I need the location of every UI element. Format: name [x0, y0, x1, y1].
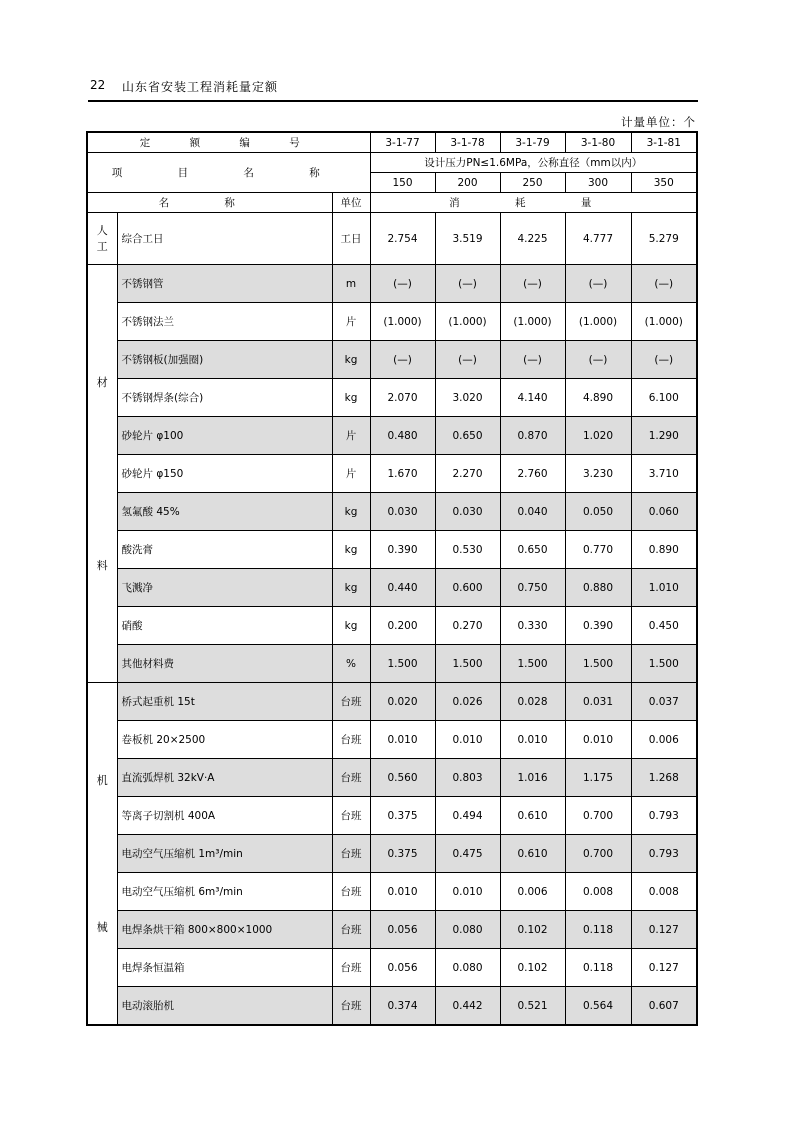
item-value: 0.006	[500, 873, 565, 911]
item-name: 其他材料费	[117, 645, 332, 683]
item-value: 0.750	[500, 569, 565, 607]
quota-code-row	[87, 132, 697, 153]
item-value: 0.008	[631, 873, 697, 911]
item-unit: 台班	[332, 987, 370, 1026]
item-name: 不锈钢板(加强圈)	[117, 341, 332, 379]
item-value: 0.010	[370, 873, 435, 911]
item-name: 电动滚胎机	[117, 987, 332, 1026]
machine-row	[87, 835, 697, 873]
item-value: 0.102	[500, 949, 565, 987]
item-unit: 台班	[332, 759, 370, 797]
item-value: (1.000)	[565, 303, 631, 341]
item-unit: %	[332, 645, 370, 683]
item-value: 0.770	[565, 531, 631, 569]
category-labor	[87, 213, 117, 265]
item-name: 综合工日	[117, 213, 332, 265]
item-value: 0.600	[435, 569, 500, 607]
item-value: 0.060	[631, 493, 697, 531]
item-value: 0.440	[370, 569, 435, 607]
item-value: (—)	[565, 341, 631, 379]
quota-code-label: 定 额 编 号	[87, 132, 370, 153]
item-value: 0.442	[435, 987, 500, 1026]
material-row	[87, 455, 697, 493]
item-value: (—)	[500, 341, 565, 379]
quota-code: 3-1-79	[500, 132, 565, 153]
item-name: 不锈钢法兰	[117, 303, 332, 341]
item-unit: kg	[332, 531, 370, 569]
item-value: 0.880	[565, 569, 631, 607]
material-row	[87, 645, 697, 683]
machine-row	[87, 949, 697, 987]
item-unit: kg	[332, 607, 370, 645]
item-value: 0.270	[435, 607, 500, 645]
material-row	[87, 379, 697, 417]
category-material-labels	[90, 290, 115, 657]
category-material-label-top: 材	[96, 375, 108, 389]
item-unit: 台班	[332, 683, 370, 721]
item-name: 不锈钢焊条(综合)	[117, 379, 332, 417]
item-value: 0.560	[370, 759, 435, 797]
item-value: 4.140	[500, 379, 565, 417]
item-value: 0.026	[435, 683, 500, 721]
item-value: 1.175	[565, 759, 631, 797]
item-value: 0.050	[565, 493, 631, 531]
item-name: 电焊条恒温箱	[117, 949, 332, 987]
item-value: 0.056	[370, 949, 435, 987]
quota-code: 3-1-80	[565, 132, 631, 153]
category-material	[87, 265, 117, 683]
item-value: 1.268	[631, 759, 697, 797]
machine-row	[87, 721, 697, 759]
item-value: 0.080	[435, 911, 500, 949]
item-name: 飞溅净	[117, 569, 332, 607]
labor-row	[87, 213, 697, 265]
item-unit: 台班	[332, 835, 370, 873]
item-name: 砂轮片 φ150	[117, 455, 332, 493]
quota-code: 3-1-77	[370, 132, 435, 153]
quota-table	[86, 131, 698, 1026]
category-machine-label-top: 机	[96, 774, 108, 788]
item-value: 0.118	[565, 949, 631, 987]
item-value: (1.000)	[370, 303, 435, 341]
material-row	[87, 569, 697, 607]
item-unit: 片	[332, 417, 370, 455]
item-value: 3.710	[631, 455, 697, 493]
item-name: 卷板机 20×2500	[117, 721, 332, 759]
header-rule	[88, 100, 698, 102]
page-header	[88, 74, 698, 102]
material-row	[87, 341, 697, 379]
item-unit: 台班	[332, 721, 370, 759]
category-machine	[87, 683, 117, 1026]
material-row	[87, 493, 697, 531]
item-value: 0.494	[435, 797, 500, 835]
item-value: 0.475	[435, 835, 500, 873]
item-value: 0.127	[631, 949, 697, 987]
item-value: 0.650	[435, 417, 500, 455]
item-value: 0.008	[565, 873, 631, 911]
item-value: 0.390	[370, 531, 435, 569]
column-header-row	[87, 193, 697, 213]
item-value: 0.010	[435, 873, 500, 911]
item-value: 0.793	[631, 835, 697, 873]
item-value: 0.010	[500, 721, 565, 759]
item-value: 0.010	[370, 721, 435, 759]
item-value: 0.450	[631, 607, 697, 645]
item-value: 0.127	[631, 911, 697, 949]
diameter-value: 250	[500, 173, 565, 193]
quota-code: 3-1-78	[435, 132, 500, 153]
item-value: 1.016	[500, 759, 565, 797]
category-machine-label-bottom: 械	[96, 920, 108, 934]
material-row	[87, 531, 697, 569]
item-value: 6.100	[631, 379, 697, 417]
item-value: 1.020	[565, 417, 631, 455]
item-value: 1.500	[370, 645, 435, 683]
item-value: 2.270	[435, 455, 500, 493]
diameter-value: 300	[565, 173, 631, 193]
book-title: 山东省安装工程消耗量定额	[122, 80, 279, 94]
item-value: (—)	[631, 265, 697, 303]
item-value: 0.803	[435, 759, 500, 797]
diameter-value: 350	[631, 173, 697, 193]
item-value: (1.000)	[631, 303, 697, 341]
item-name: 电动空气压缩机 1m³/min	[117, 835, 332, 873]
consumption-label: 消 耗 量	[370, 193, 697, 213]
diameter-value: 200	[435, 173, 500, 193]
item-value: (—)	[500, 265, 565, 303]
item-unit: 台班	[332, 911, 370, 949]
item-value: 0.610	[500, 835, 565, 873]
item-value: 3.230	[565, 455, 631, 493]
item-value: 0.102	[500, 911, 565, 949]
item-value: 2.760	[500, 455, 565, 493]
category-material-label-bottom: 料	[96, 559, 108, 573]
quota-code: 3-1-81	[631, 132, 697, 153]
item-value: 0.375	[370, 797, 435, 835]
machine-row	[87, 873, 697, 911]
item-value: 0.118	[565, 911, 631, 949]
item-value: 0.056	[370, 911, 435, 949]
item-value: 0.020	[370, 683, 435, 721]
item-name: 电动空气压缩机 6m³/min	[117, 873, 332, 911]
category-machine-labels	[90, 707, 115, 1000]
item-value: 0.080	[435, 949, 500, 987]
item-value: 0.330	[500, 607, 565, 645]
item-value: 0.530	[435, 531, 500, 569]
item-unit: 工日	[332, 213, 370, 265]
item-name: 硝酸	[117, 607, 332, 645]
item-value: 0.650	[500, 531, 565, 569]
page-number: 22	[90, 78, 106, 92]
item-value: 0.610	[500, 797, 565, 835]
col-name-label: 名 称	[87, 193, 332, 213]
item-value: 3.519	[435, 213, 500, 265]
item-unit: 台班	[332, 873, 370, 911]
item-value: 0.030	[435, 493, 500, 531]
item-value: 1.500	[565, 645, 631, 683]
item-value: 4.225	[500, 213, 565, 265]
item-value: 4.777	[565, 213, 631, 265]
item-value: 0.031	[565, 683, 631, 721]
item-value: 0.870	[500, 417, 565, 455]
item-unit: 片	[332, 303, 370, 341]
item-value: 0.037	[631, 683, 697, 721]
item-value: (1.000)	[500, 303, 565, 341]
item-value: 0.374	[370, 987, 435, 1026]
item-unit: 台班	[332, 949, 370, 987]
item-value: 0.006	[631, 721, 697, 759]
material-row	[87, 303, 697, 341]
item-value: 1.500	[435, 645, 500, 683]
item-name: 氢氟酸 45%	[117, 493, 332, 531]
item-value: (—)	[370, 341, 435, 379]
machine-row	[87, 911, 697, 949]
item-unit: kg	[332, 569, 370, 607]
item-name: 桥式起重机 15t	[117, 683, 332, 721]
item-unit: kg	[332, 379, 370, 417]
item-value: 5.279	[631, 213, 697, 265]
item-value: 0.028	[500, 683, 565, 721]
item-value: 1.290	[631, 417, 697, 455]
item-value: 4.890	[565, 379, 631, 417]
item-value: 0.390	[565, 607, 631, 645]
item-name: 砂轮片 φ100	[117, 417, 332, 455]
item-value: (—)	[565, 265, 631, 303]
item-name: 电焊条烘干箱 800×800×1000	[117, 911, 332, 949]
item-value: 0.521	[500, 987, 565, 1026]
item-value: (—)	[370, 265, 435, 303]
material-row	[87, 417, 697, 455]
item-unit: kg	[332, 341, 370, 379]
item-value: (—)	[435, 265, 500, 303]
item-value: 0.375	[370, 835, 435, 873]
material-row	[87, 607, 697, 645]
item-unit: m	[332, 265, 370, 303]
col-unit-label: 单位	[332, 193, 370, 213]
item-value: 1.010	[631, 569, 697, 607]
item-unit: kg	[332, 493, 370, 531]
item-name: 酸洗膏	[117, 531, 332, 569]
item-value: 0.700	[565, 835, 631, 873]
item-value: 0.010	[435, 721, 500, 759]
item-value: 1.500	[500, 645, 565, 683]
machine-row	[87, 759, 697, 797]
item-value: 0.030	[370, 493, 435, 531]
machine-row	[87, 683, 697, 721]
item-value: 0.200	[370, 607, 435, 645]
spec-label: 设计压力PN≤1.6MPa，公称直径（mm以内）	[370, 153, 697, 173]
machine-row	[87, 797, 697, 835]
diameter-value: 150	[370, 173, 435, 193]
item-value: 0.890	[631, 531, 697, 569]
item-value: 1.670	[370, 455, 435, 493]
item-value: 0.564	[565, 987, 631, 1026]
machine-row	[87, 987, 697, 1026]
item-unit: 台班	[332, 797, 370, 835]
item-value: (1.000)	[435, 303, 500, 341]
item-value: 0.607	[631, 987, 697, 1026]
item-value: 3.020	[435, 379, 500, 417]
spec-row	[87, 153, 697, 173]
item-value: 0.793	[631, 797, 697, 835]
project-name-label: 项 目 名 称	[87, 153, 370, 193]
item-value: (—)	[631, 341, 697, 379]
item-value: 2.754	[370, 213, 435, 265]
category-labor-label: 人工	[96, 223, 108, 253]
item-value: 1.500	[631, 645, 697, 683]
unit-note: 计量单位：个	[621, 115, 696, 129]
item-unit: 片	[332, 455, 370, 493]
item-value: 0.040	[500, 493, 565, 531]
item-name: 直流弧焊机 32kV·A	[117, 759, 332, 797]
item-value: 0.010	[565, 721, 631, 759]
item-value: 0.480	[370, 417, 435, 455]
item-name: 等离子切割机 400A	[117, 797, 332, 835]
item-value: 0.700	[565, 797, 631, 835]
item-value: (—)	[435, 341, 500, 379]
item-value: 2.070	[370, 379, 435, 417]
item-name: 不锈钢管	[117, 265, 332, 303]
material-row	[87, 265, 697, 303]
